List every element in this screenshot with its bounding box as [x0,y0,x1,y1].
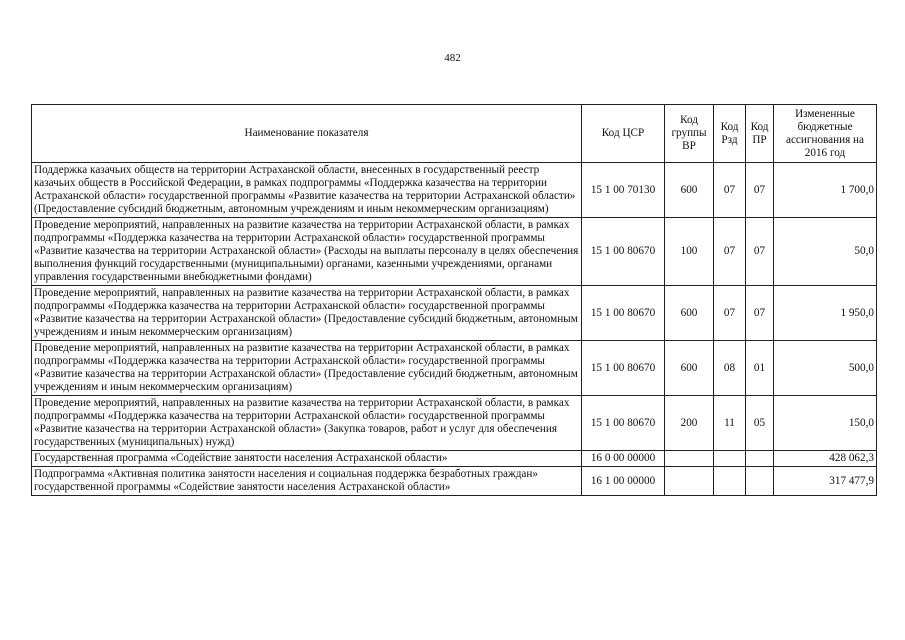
header-rzd: Код Рзд [714,105,746,163]
row-pr: 01 [746,341,774,396]
row-rzd: 07 [714,286,746,341]
row-rzd: 11 [714,396,746,451]
row-csr: 15 1 00 70130 [582,163,665,218]
row-vr [665,467,714,496]
row-vr: 100 [665,218,714,286]
row-name: Проведение мероприятий, направленных на развитие казачества на территории Астраханской области, в рамках подпрограммы «Поддержка казачества на территории Астраханской области» государственной программы «Развитие казачества на территории Астраханской области» (Предоставление субсидий бюджетным, автономным учреждениям и иным некоммерческим организациям) [32,286,582,341]
row-rzd: 08 [714,341,746,396]
row-pr: 07 [746,286,774,341]
table-row [32,286,877,341]
table-row [32,341,877,396]
table-row [32,451,877,467]
row-csr: 15 1 00 80670 [582,286,665,341]
row-name: Проведение мероприятий, направленных на развитие казачества на территории Астраханской области, в рамках подпрограммы «Поддержка казачества на территории Астраханской области» государственной программы «Развитие казачества на территории Астраханской области» (Предоставление субсидий бюджетным, автономным учреждениям и иным некоммерческим организациям) [32,341,582,396]
header-pr: Код ПР [746,105,774,163]
row-amount: 428 062,3 [774,451,877,467]
row-pr: 05 [746,396,774,451]
row-vr: 600 [665,163,714,218]
row-amount: 317 477,9 [774,467,877,496]
row-name: Проведение мероприятий, направленных на развитие казачества на территории Астраханской области, в рамках подпрограммы «Поддержка казачества на территории Астраханской области» государственной программы «Развитие казачества на территории Астраханской области» (Расходы на выплаты персоналу в целях обеспечения выполнения функций государственными (муниципальными) органами, казенными учреждениями, органами управления государственными внебюджетными фондами) [32,218,582,286]
page-number: 482 [444,52,461,64]
header-vr: Код группы ВР [665,105,714,163]
header-csr: Код ЦСР [582,105,665,163]
table-header-row [32,105,877,163]
row-pr [746,451,774,467]
row-name: Подпрограмма «Активная политика занятости населения и социальная поддержка безработных граждан» государственной программы «Содействие занятости населения Астраханской области» [32,467,582,496]
row-name: Государственная программа «Содействие занятости населения Астраханской области» [32,451,582,467]
row-pr: 07 [746,218,774,286]
row-vr [665,451,714,467]
row-amount: 500,0 [774,341,877,396]
row-vr: 600 [665,286,714,341]
budget-table [31,104,877,496]
row-name: Проведение мероприятий, направленных на развитие казачества на территории Астраханской области, в рамках подпрограммы «Поддержка казачества на территории Астраханской области» государственной программы «Развитие казачества на территории Астраханской области» (Закупка товаров, работ и услуг для обеспечения государственных (муниципальных) нужд) [32,396,582,451]
row-rzd [714,467,746,496]
row-vr: 200 [665,396,714,451]
row-pr: 07 [746,163,774,218]
table-row [32,163,877,218]
row-name: Поддержка казачьих обществ на территории Астраханской области, внесенных в государственный реестр казачьих обществ в Российской Федерации, в рамках подпрограммы «Поддержка казачества на территории Астраханской области» государственной программы «Развитие казачества на территории Астраханской области» (Предоставление субсидий бюджетным, автономным учреждениям и иным некоммерческим организациям) [32,163,582,218]
row-rzd: 07 [714,218,746,286]
table-row [32,396,877,451]
row-rzd: 07 [714,163,746,218]
row-amount: 1 700,0 [774,163,877,218]
table-row [32,467,877,496]
row-amount: 50,0 [774,218,877,286]
row-rzd [714,451,746,467]
row-csr: 15 1 00 80670 [582,341,665,396]
row-csr: 16 0 00 00000 [582,451,665,467]
row-vr: 600 [665,341,714,396]
row-csr: 15 1 00 80670 [582,396,665,451]
table-row [32,218,877,286]
row-amount: 1 950,0 [774,286,877,341]
row-pr [746,467,774,496]
header-name: Наименование показателя [32,105,582,163]
row-csr: 15 1 00 80670 [582,218,665,286]
row-csr: 16 1 00 00000 [582,467,665,496]
row-amount: 150,0 [774,396,877,451]
header-amount: Измененные бюджетные ассигнования на 2016 год [774,105,877,163]
